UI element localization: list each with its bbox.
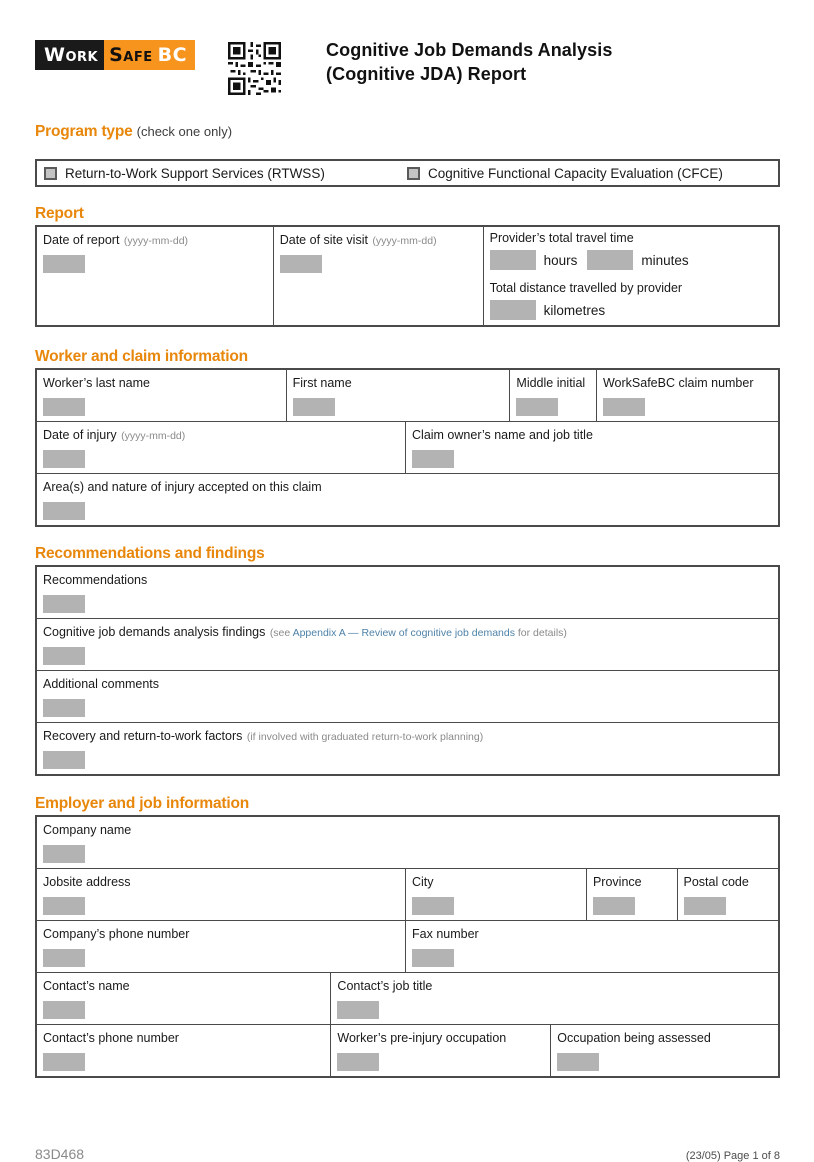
report-heading: Report — [35, 205, 84, 222]
date-of-injury-hint: (yyyy-mm-dd) — [121, 430, 186, 442]
province-label: Province — [592, 875, 642, 889]
pre-injury-occupation-input[interactable] — [337, 1053, 379, 1071]
recovery-input[interactable] — [43, 751, 85, 769]
distance-label: Total distance travelled by provider — [489, 281, 683, 295]
logo-bc-text: BC — [157, 44, 188, 66]
report-table — [35, 225, 780, 327]
company-name-label: Company name — [43, 823, 132, 837]
last-name-cell — [37, 370, 286, 421]
worker-table — [35, 368, 780, 527]
date-of-report-cell — [37, 227, 273, 325]
postal-code-label: Postal code — [683, 875, 749, 889]
fax-input[interactable] — [412, 949, 454, 967]
worker-heading: Worker and claim information — [35, 348, 248, 365]
fax-cell — [405, 921, 778, 972]
travel-time-label: Provider’s total travel time — [489, 231, 634, 245]
distance-row — [490, 300, 772, 320]
date-of-report-hint: (yyyy-mm-dd) — [123, 235, 189, 247]
first-name-cell — [286, 370, 510, 421]
additional-comments-label: Additional comments — [43, 677, 160, 691]
first-name-input[interactable] — [293, 398, 335, 416]
contact-name-input[interactable] — [43, 1001, 85, 1019]
hours-label: hours — [543, 252, 578, 268]
recovery-cell — [37, 723, 778, 774]
findings-note-suffix: for details) — [514, 627, 567, 639]
jobsite-address-label: Jobsite address — [43, 875, 131, 889]
travel-hours-input[interactable] — [490, 250, 536, 270]
date-of-injury-input[interactable] — [43, 450, 85, 468]
claim-owner-cell — [405, 422, 778, 473]
findings-note-prefix: (see — [269, 627, 293, 639]
company-name-cell — [37, 817, 778, 868]
program-type-options — [35, 159, 780, 187]
rtwss-label: Return-to-Work Support Services (RTWSS) — [65, 165, 325, 181]
logo-safe-text: Safe — [109, 44, 153, 66]
city-input[interactable] — [412, 897, 454, 915]
pre-injury-occupation-cell — [330, 1025, 550, 1076]
logo-work-text: Work — [35, 40, 104, 70]
form-title-line1: Cognitive Job Demands Analysis — [326, 40, 613, 60]
company-phone-cell — [37, 921, 405, 972]
form-title-line2: (Cognitive JDA) Report — [326, 64, 527, 84]
province-input[interactable] — [593, 897, 635, 915]
postal-code-cell — [677, 869, 778, 920]
contact-phone-input[interactable] — [43, 1053, 85, 1071]
option-rtwss[interactable] — [44, 166, 407, 181]
date-of-site-visit-hint: (yyyy-mm-dd) — [372, 235, 437, 247]
worksafebc-logo — [35, 40, 195, 70]
date-of-site-visit-input[interactable] — [280, 255, 322, 273]
last-name-input[interactable] — [43, 398, 85, 416]
claim-owner-input[interactable] — [412, 450, 454, 468]
recommendations-input[interactable] — [43, 595, 85, 613]
recommendations-heading: Recommendations and findings — [35, 545, 265, 562]
findings-cell — [37, 619, 778, 670]
findings-note — [270, 627, 567, 639]
middle-initial-input[interactable] — [516, 398, 558, 416]
claim-number-input[interactable] — [603, 398, 645, 416]
city-label: City — [411, 875, 434, 889]
claim-number-label: WorkSafeBC claim number — [602, 376, 754, 390]
findings-input[interactable] — [43, 647, 85, 665]
jobsite-address-input[interactable] — [43, 897, 85, 915]
employer-table — [35, 815, 780, 1078]
date-of-report-input[interactable] — [43, 255, 85, 273]
middle-initial-label: Middle initial — [516, 376, 586, 390]
page-footer — [35, 1146, 780, 1162]
province-cell — [586, 869, 677, 920]
recommendations-cell — [37, 567, 778, 618]
appendix-a-link[interactable]: Appendix A — Review of cognitive job demands — [292, 627, 515, 639]
cfce-label: Cognitive Functional Capacity Evaluation (CFCE) — [428, 165, 723, 181]
injury-area-cell — [37, 474, 778, 525]
injury-area-input[interactable] — [43, 502, 85, 520]
contact-name-cell — [37, 973, 330, 1024]
postal-code-input[interactable] — [684, 897, 726, 915]
date-of-injury-label: Date of injury — [43, 428, 117, 442]
contact-job-title-label: Contact’s job title — [337, 979, 433, 993]
program-type-heading-text: Program type — [35, 123, 133, 140]
header — [35, 38, 780, 100]
jobsite-address-cell — [37, 869, 405, 920]
occupation-assessed-input[interactable] — [557, 1053, 599, 1071]
option-cfce[interactable] — [407, 166, 723, 181]
fax-label: Fax number — [412, 927, 479, 941]
company-phone-label: Company’s phone number — [43, 927, 190, 941]
date-of-site-visit-label: Date of site visit — [279, 233, 368, 247]
claim-owner-label: Claim owner’s name and job title — [412, 428, 593, 442]
recommendations-table — [35, 565, 780, 776]
minutes-label: minutes — [641, 252, 689, 268]
contact-phone-label: Contact’s phone number — [43, 1031, 179, 1045]
qr-code-icon — [228, 42, 281, 100]
rtwss-checkbox[interactable] — [44, 167, 57, 180]
travel-time-cell — [483, 227, 778, 325]
form-number: 83D468 — [35, 1146, 85, 1162]
travel-minutes-input[interactable] — [587, 250, 633, 270]
recovery-note: (if involved with graduated return-to-work planning) — [246, 731, 484, 743]
contact-phone-cell — [37, 1025, 330, 1076]
company-phone-input[interactable] — [43, 949, 85, 967]
date-of-report-label: Date of report — [43, 233, 120, 247]
travel-time-row — [490, 250, 772, 270]
middle-initial-cell — [509, 370, 596, 421]
last-name-label: Worker’s last name — [43, 376, 150, 390]
contact-job-title-cell — [330, 973, 778, 1024]
contact-name-label: Contact’s name — [43, 979, 130, 993]
injury-area-label: Area(s) and nature of injury accepted on this claim — [43, 480, 322, 494]
employer-heading: Employer and job information — [35, 795, 249, 812]
occupation-assessed-cell — [550, 1025, 778, 1076]
city-cell — [405, 869, 586, 920]
claim-number-cell — [596, 370, 778, 421]
form-title — [326, 38, 612, 86]
version-page-number: (23/05) Page 1 of 8 — [685, 1150, 780, 1162]
program-type-heading — [35, 123, 780, 140]
kilometres-label: kilometres — [543, 302, 606, 318]
date-of-injury-cell — [37, 422, 405, 473]
company-name-input[interactable] — [43, 845, 85, 863]
date-of-site-visit-cell — [273, 227, 483, 325]
additional-comments-cell — [37, 671, 778, 722]
program-type-heading-note: (check one only) — [136, 124, 233, 139]
logo-safe-bc — [104, 40, 195, 70]
kilometres-input[interactable] — [490, 300, 536, 320]
contact-job-title-input[interactable] — [337, 1001, 379, 1019]
pre-injury-occupation-label: Worker’s pre-injury occupation — [337, 1031, 507, 1045]
additional-comments-input[interactable] — [43, 699, 85, 717]
findings-label: Cognitive job demands analysis findings — [43, 625, 266, 639]
recovery-label: Recovery and return-to-work factors — [43, 729, 243, 743]
first-name-label: First name — [292, 376, 352, 390]
occupation-assessed-label: Occupation being assessed — [557, 1031, 711, 1045]
recommendations-label: Recommendations — [43, 573, 148, 587]
cfce-checkbox[interactable] — [407, 167, 420, 180]
